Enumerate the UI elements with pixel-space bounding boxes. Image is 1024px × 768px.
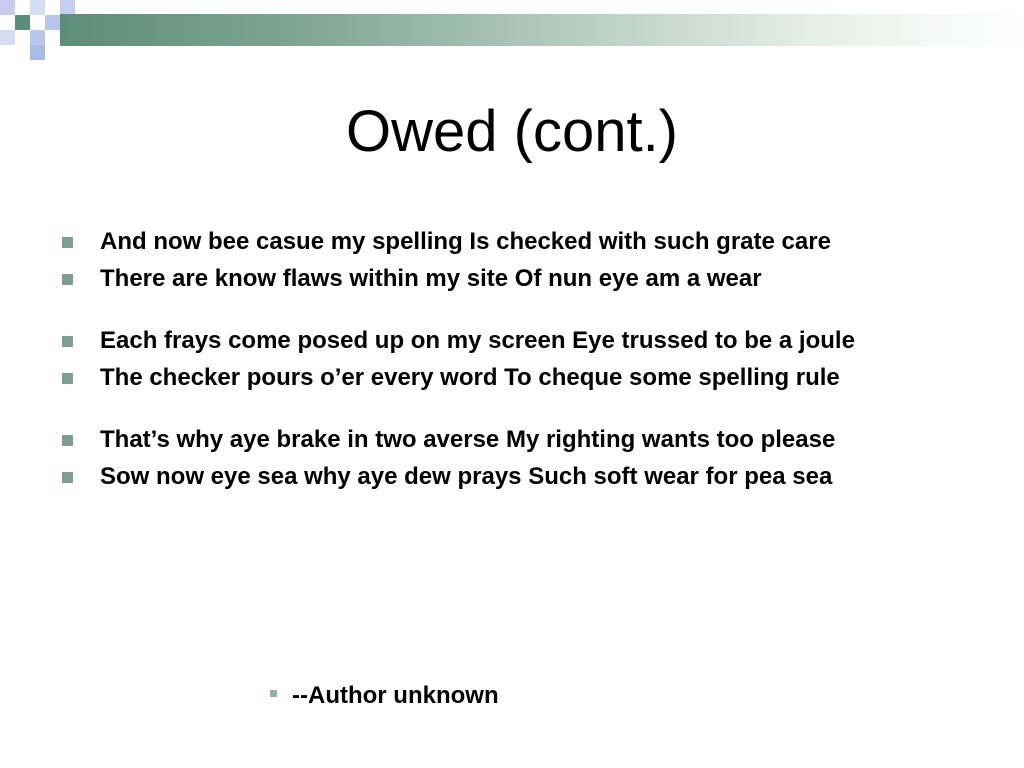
bullet-list — [60, 226, 960, 498]
deco-square — [45, 15, 60, 30]
square-bullet-icon — [62, 336, 73, 347]
small-square-bullet-icon — [270, 690, 277, 697]
bullet-item — [60, 226, 960, 257]
deco-square — [30, 45, 45, 60]
bullet-text: Each frays come posed up on my screen Eye trussed to be a joule — [100, 327, 855, 354]
square-bullet-icon — [62, 472, 73, 483]
square-bullet-icon — [62, 373, 73, 384]
deco-square — [30, 30, 45, 45]
square-bullet-icon — [62, 237, 73, 248]
bullet-item — [60, 362, 960, 393]
bullet-text: That’s why aye brake in two averse My righting wants too please — [100, 426, 836, 453]
bullet-item — [60, 325, 960, 356]
square-bullet-icon — [62, 435, 73, 446]
header-band — [60, 14, 1024, 46]
deco-square — [30, 0, 45, 15]
deco-square — [15, 15, 30, 30]
deco-square — [0, 30, 15, 45]
attribution — [268, 680, 499, 711]
square-bullet-icon — [62, 274, 73, 285]
bullet-text: There are know flaws within my site Of nun eye am a wear — [100, 265, 762, 292]
bullet-item — [60, 263, 960, 294]
slide-title: Owed (cont.) — [346, 99, 678, 164]
deco-square — [0, 0, 15, 15]
bullet-item — [60, 461, 960, 492]
bullet-item — [60, 424, 960, 455]
attribution-text: --Author unknown — [292, 682, 499, 709]
bullet-text: The checker pours o’er every word To cheque some spelling rule — [100, 364, 840, 391]
deco-square — [60, 0, 75, 15]
bullet-text: And now bee casue my spelling Is checked with such grate care — [100, 228, 831, 255]
bullet-text: Sow now eye sea why aye dew prays Such soft wear for pea sea — [100, 463, 833, 490]
